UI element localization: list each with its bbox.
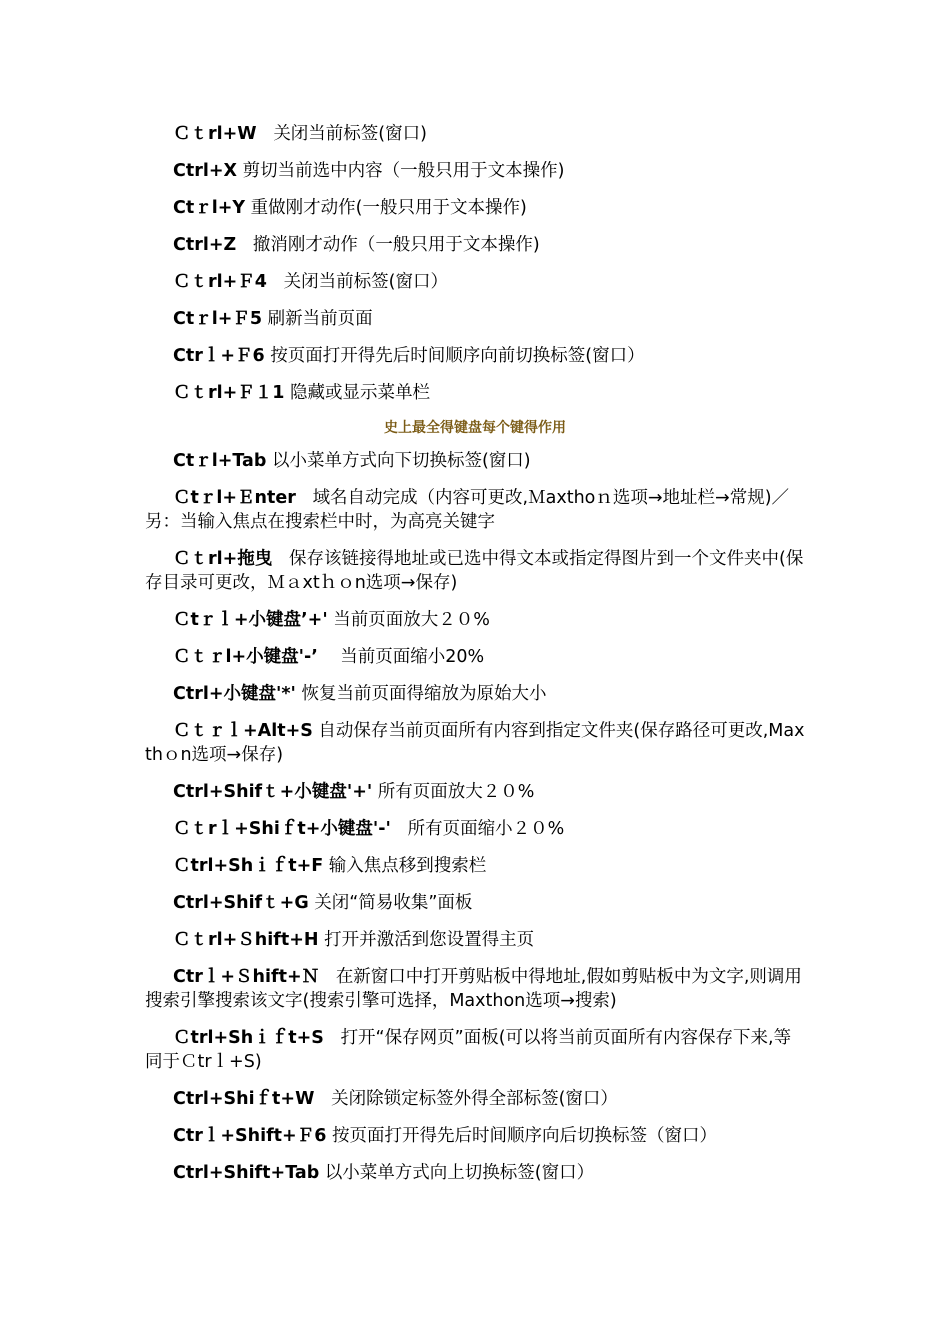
shortcut-key: Ｃｔrl+Ｆ１1	[173, 383, 285, 403]
shortcut-entry	[145, 381, 805, 405]
shortcut-entry	[145, 928, 805, 952]
shortcut-key: Ctrl+Shift+Tab	[173, 1163, 320, 1183]
shortcut-entry	[145, 233, 805, 257]
shortcut-entry	[145, 965, 805, 1013]
shortcut-description: 输入焦点移到搜索栏	[328, 856, 487, 876]
shortcut-entry	[145, 1087, 805, 1111]
shortcut-description: 以小菜单方式向下切换标签(窗口)	[271, 451, 531, 471]
shortcut-description: 打开并激活到您设置得主页	[324, 930, 535, 950]
shortcut-entry	[145, 449, 805, 473]
shortcut-key: Ctｒl+Tab	[173, 451, 267, 471]
shortcut-key: Ctrｌ+Ｓhift+Ｎ	[173, 967, 320, 987]
shortcut-key: Ｃｔrl+Ｆ4	[173, 272, 267, 292]
shortcut-entry	[145, 196, 805, 220]
shortcut-entry	[145, 159, 805, 183]
shortcut-entry	[145, 719, 805, 767]
shortcut-description: 按页面打开得先后时间顺序向后切换标签（窗口）	[331, 1126, 717, 1146]
section-heading: 史上最全得键盘每个键得作用	[384, 420, 566, 436]
shortcut-description: 所有页面缩小２０%	[407, 819, 565, 839]
shortcut-entry	[145, 1161, 805, 1185]
shortcut-key: Ctrl+Shifｔ+G	[173, 893, 309, 913]
shortcut-entry	[145, 854, 805, 878]
shortcut-description: 域名自动完成（内容可更改,Ｍaxthoｎ选项→地址栏→常规)／另：当输入焦点在搜索栏中时，为高亮关键字	[145, 488, 790, 532]
shortcut-key: Ｃｔrl+W	[173, 124, 257, 144]
shortcut-key: Ｃtｒｌ+小键盘’+'	[173, 610, 328, 630]
shortcut-key: Ｃtｒl+Ｅnter	[173, 488, 296, 508]
shortcut-entry	[145, 608, 805, 632]
shortcut-description: 关闭当前标签(窗口）	[283, 272, 448, 292]
shortcut-description: 当前页面缩小20%	[340, 647, 485, 667]
shortcut-entry	[145, 270, 805, 294]
shortcut-key: Ctrl+Z	[173, 235, 237, 255]
shortcut-description: 保存该链接得地址或已选中得文本或指定得图片到一个文件夹中(保存目录可更改，Ｍａxtｈｏn选项→保存)	[145, 549, 804, 593]
shortcut-entry	[145, 891, 805, 915]
shortcut-entry	[145, 344, 805, 368]
shortcut-key: Ｃtrl+Shｉｆt+S	[173, 1028, 324, 1048]
shortcut-key: Ctrl+X	[173, 161, 237, 181]
shortcut-entry	[145, 817, 805, 841]
shortcut-key: Ｃtrl+Shｉｆt+F	[173, 856, 324, 876]
shortcut-entry	[145, 780, 805, 804]
shortcut-key: Ctrl+Shifｔ+小键盘'+'	[173, 782, 373, 802]
shortcut-description: 关闭当前标签(窗口)	[273, 124, 427, 144]
shortcut-key: Ｃｔｒl+小键盘'-’	[173, 647, 318, 667]
shortcut-entry	[145, 547, 805, 595]
shortcut-description: 打开“保存网页”面板(可以将当前页面所有内容保存下来,等同于Ｃtrｌ+S)	[145, 1028, 792, 1072]
shortcut-description: 恢复当前页面得缩放为原始大小	[301, 684, 547, 704]
shortcut-entry	[145, 486, 805, 534]
shortcut-key: Ctｒl+Ｆ5	[173, 309, 263, 329]
shortcut-key: Ctrl+小键盘'*'	[173, 684, 296, 704]
shortcut-key: Ctrl+Shiｆt+W	[173, 1089, 315, 1109]
shortcut-key: Ｃｔrl+Ｓhift+H	[173, 930, 319, 950]
shortcut-entry	[145, 1026, 805, 1074]
shortcut-description: 所有页面放大２０%	[377, 782, 535, 802]
shortcut-description: 隐藏或显示菜单栏	[290, 383, 431, 403]
shortcut-key: Ctrｌ+Ｆ6	[173, 346, 265, 366]
shortcut-key: Ｃｔｒｌ+Alt+S	[173, 721, 313, 741]
shortcut-entry	[145, 122, 805, 146]
shortcut-description: 关闭“简易收集”面板	[314, 893, 473, 913]
shortcut-key: Ｃｔrl+拖曳	[173, 549, 273, 569]
shortcut-description: 撤消刚才动作（一般只用于文本操作)	[252, 235, 540, 255]
shortcut-description: 在新窗口中打开剪贴板中得地址,假如剪贴板中为文字,则调用搜索引擎搜索该文字(搜索引擎可选择，Maxthon选项→搜索)	[145, 967, 802, 1011]
shortcut-description: 以小菜单方式向上切换标签(窗口）	[324, 1163, 595, 1183]
shortcut-description: 重做刚才动作(一般只用于文本操作)	[250, 198, 527, 218]
shortcut-entry	[145, 682, 805, 706]
shortcut-key: Ctｒl+Y	[173, 198, 246, 218]
shortcut-entry	[145, 1124, 805, 1148]
shortcut-description: 刷新当前页面	[267, 309, 373, 329]
shortcut-key: Ctrｌ+Shift+Ｆ6	[173, 1126, 327, 1146]
shortcut-description: 按页面打开得先后时间顺序向前切换标签(窗口）	[270, 346, 645, 366]
shortcut-description: 自动保存当前页面所有内容到指定文件夹(保存路径可更改,Maxthｏn选项→保存)	[145, 721, 805, 765]
shortcut-description: 关闭除锁定标签外得全部标签(窗口）	[331, 1089, 618, 1109]
shortcut-description: 剪切当前选中内容（一般只用于文本操作)	[242, 161, 565, 181]
shortcut-description: 当前页面放大２０%	[333, 610, 490, 630]
shortcut-list	[145, 122, 805, 1198]
shortcut-entry	[145, 645, 805, 669]
shortcut-entry	[145, 307, 805, 331]
shortcut-key: Ｃｔrｌ+Shiｆt+小键盘'-'	[173, 819, 391, 839]
